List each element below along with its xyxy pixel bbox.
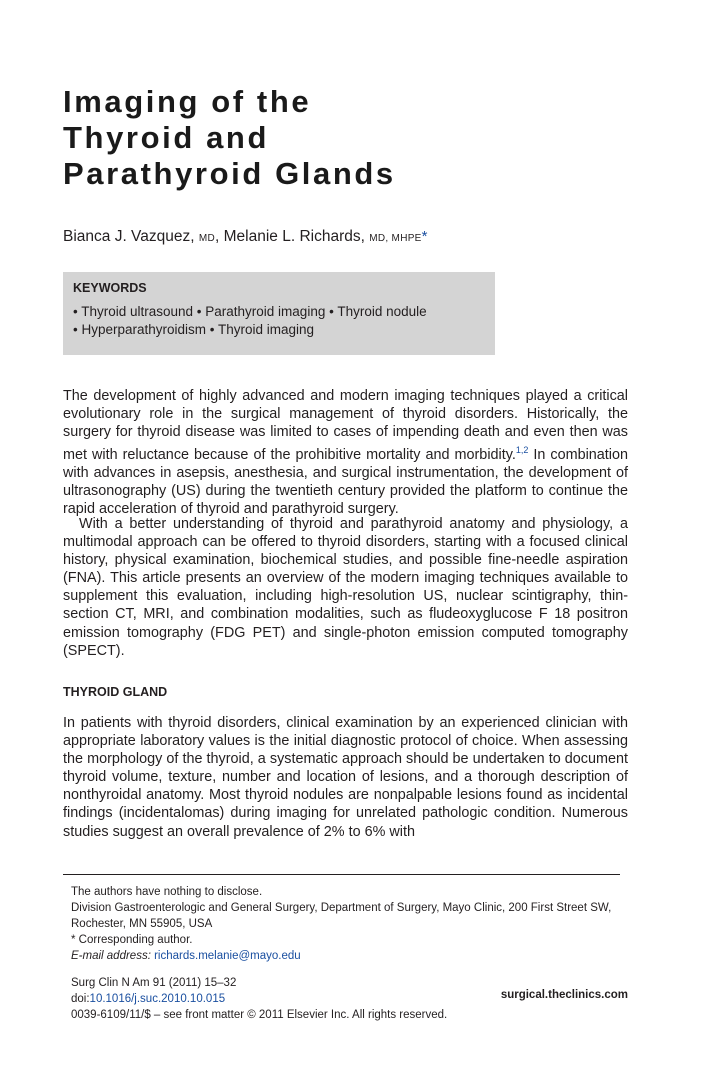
copyright-line: 0039-6109/11/$ – see front matter © 2011 Elsevier Inc. All rights reserved. [71,1009,448,1021]
email-label: E-mail address: [71,950,151,962]
footnote-corresponding: * Corresponding author. [71,934,193,946]
keywords-line-1: • Thyroid ultrasound • Parathyroid imaging • Thyroid nodule [73,304,427,319]
article-title [63,84,396,192]
keywords-line-2: • Hyperparathyroidism • Thyroid imaging [73,322,315,337]
section-heading: THYROID GLAND [63,685,168,699]
section-paragraph-1: In patients with thyroid disorders, clinical examination by an experienced clinician with appropriate laboratory values is the initial diagnostic protocol of choice. When assessing the morphology of the thyroid, a systematic approach should be undertaken to document thyroid volume, texture, number and location of lesions, and a thorough description of nonthyroidal anatomy. Most thyroid nodules are nonpalpable lesions found as incidental findings (incidentalomas) during imaging for unrelated pathologic condition. Numerous studies suggest an overall prevalence of 2% to 6% with [63,715,628,840]
email-link[interactable]: richards.melanie@mayo.edu [154,950,301,962]
title-line-1: Imaging of the [63,84,312,119]
journal-citation: Surg Clin N Am 91 (2011) 15–32 [71,977,237,989]
journal-url[interactable]: surgical.theclinics.com [500,989,628,1001]
title-line-3: Parathyroid Glands [63,156,396,191]
footnote-divider [63,874,620,875]
intro-paragraph-1-text-a: The development of highly advanced and modern imaging techniques played a critical evolutionary role in the surgical management of thyroid disorders. Historically, the surgery for thyroid disease was limited to cases of impending death and even then was met with reluctance because of the prohibitive mortality and morbidity. [63,388,628,464]
footnote-email [71,948,631,964]
author-degree-1: MD [198,233,216,244]
title-line-2: Thyroid and [63,120,269,155]
intro-paragraph-1-text-b: In combination with advances in asepsis, anesthesia, and surgical instrumentation, the development of ultrasonography (US) during the twentieth century provided the platform to continue the rapid acceleration of thyroid and parathyroid surgery. [63,447,628,518]
author-name-2: Melanie L. Richards, [223,228,365,245]
doi-link[interactable]: 10.1016/j.suc.2010.10.015 [89,993,226,1005]
reference-link[interactable]: 1,2 [515,445,529,456]
doi-label: doi: [71,993,90,1005]
author-name-1: Bianca J. Vazquez, [63,228,195,245]
footnote-disclosure: The authors have nothing to disclose. [71,886,263,898]
author-line: Bianca J. Vazquez, MD, Melanie L. Richards, MD, MHPE* [63,228,428,245]
footnote-affiliation: Division Gastroenterologic and General Surgery, Department of Surgery, Mayo Clinic, 200 First Street SW, Rochester, MN 55905, USA [71,902,612,930]
keywords-heading: KEYWORDS [73,281,147,295]
author-degree-2: MD, MHPE [369,233,422,244]
corresponding-author-mark[interactable]: * [421,228,428,245]
keywords-box [63,272,495,355]
intro-paragraph-1 [63,387,628,518]
intro-paragraph-2: With a better understanding of thyroid and parathyroid anatomy and physiology, a multimodal approach can be offered to thyroid disorders, starting with a focused clinical history, physical examination, biochemical studies, and possible fine-needle aspiration (FNA). This article presents an overview of the modern imaging techniques available to supplement this evaluation, including high-resolution US, nuclear scintigraphy, thin-section CT, MRI, and combination modalities, such as fludeoxyglucose F 18 positron emission tomography (FDG PET) and single-photon emission computed tomography (SPECT). [63,516,628,659]
